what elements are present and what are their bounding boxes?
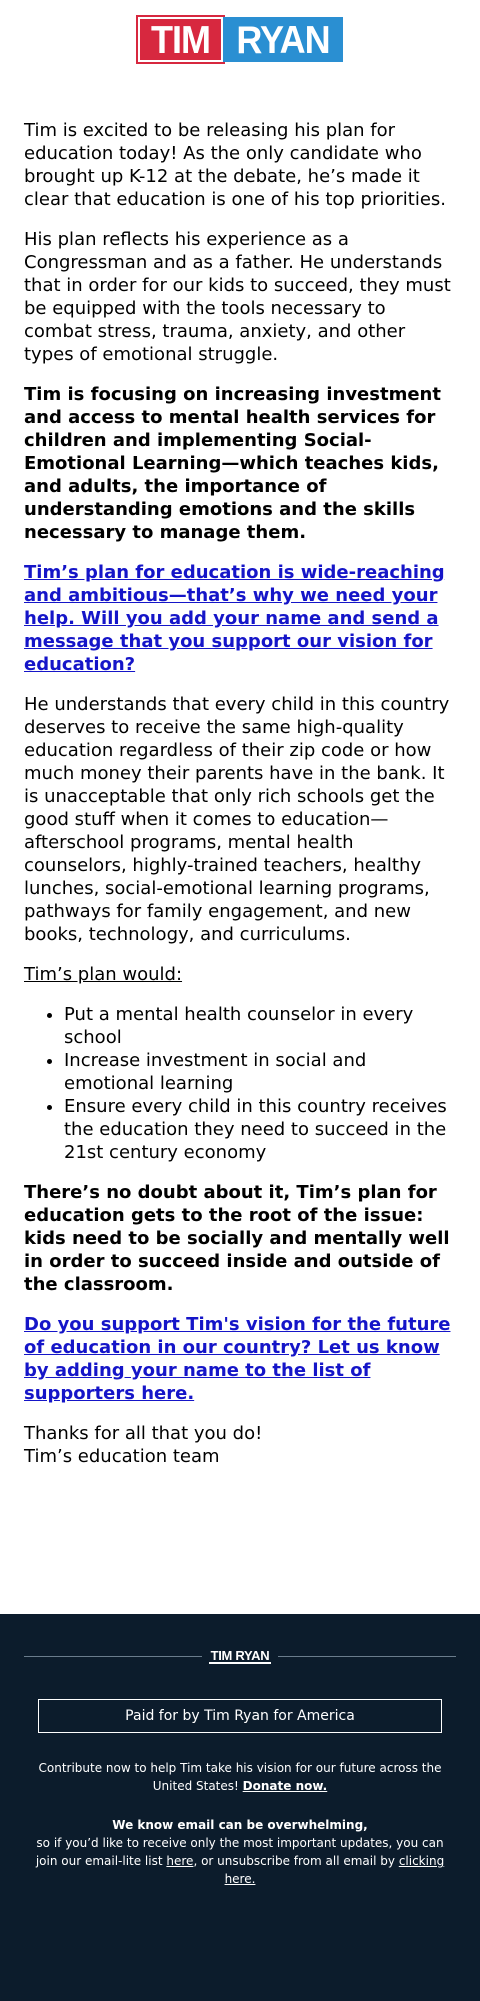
contribute-text: Contribute now to help Tim take his vision for our future across the United States! (38, 1761, 442, 1793)
logo-first-text: TIM (151, 16, 210, 62)
plan-item: • Put a mental health counselor in every school (64, 1003, 456, 1049)
logo-last-name (223, 17, 343, 62)
focus-paragraph: Tim is focusing on increasing investment and access to mental health services for children and implementing Social-Emotional Learning—which teaches kids, and adults, the importance of understanding emotions and the skills necessary to manage them. (24, 384, 441, 543)
email-content (24, 119, 456, 1485)
logo-first-name (138, 17, 223, 62)
paid-for-text: Paid for by Tim Ryan for America (125, 1708, 355, 1724)
paid-for-box (38, 1699, 442, 1733)
footer-logo (209, 1648, 271, 1664)
unsubscribe-link[interactable]: clicking here. (224, 1854, 445, 1886)
footer-logo-text: TIM RYAN (210, 1647, 270, 1663)
signoff-thanks: Thanks for all that you do! (24, 1423, 263, 1444)
conclusion-paragraph: There’s no doubt about it, Tim’s plan for education gets to the root of the issue: kids need to be socially and mentally well in order to succeed inside and outside of the classroom. (24, 1182, 450, 1295)
equity-paragraph: He understands that every child in this country deserves to receive the same high-quality education regardless of their zip code or how much money their parents have in the bank. It is unacceptable that only rich schools get the good stuff when it comes to education—afterschool programs, mental health counselors, highly-trained teachers, healthy lunches, social-emotional learning programs, pathways for family engagement, and new books, technology, and curriculums. (24, 694, 450, 945)
email-note-text-1: so if you’d like to receive only the most important updates, you can join our email-lite list (35, 1836, 444, 1868)
plan-item: • Increase investment in social and emotional learning (64, 1049, 456, 1095)
tim-ryan-logo (138, 17, 343, 62)
supporters-link[interactable]: Do you support Tim's vision for the future of education in our country? Let us know by adding your name to the list of supporters here. (24, 1314, 451, 1404)
email-lite-link[interactable]: here (166, 1854, 194, 1868)
plan-list (64, 1003, 456, 1164)
plan-heading: Tim’s plan would: (24, 964, 183, 985)
email-note-heading: We know email can be overwhelming, (112, 1818, 368, 1832)
cta-paragraph-1 (24, 561, 456, 676)
footer-divider-left (24, 1656, 202, 1657)
intro-paragraph: Tim is excited to be releasing his plan for education today! As the only candidate who brought up K-12 at the debate, he’s made it clear that education is one of his top priorities. (24, 120, 447, 210)
contribute-note (30, 1759, 450, 1795)
donate-link[interactable]: Donate now. (242, 1779, 328, 1793)
signoff (24, 1422, 456, 1468)
email-preferences-note (30, 1816, 450, 1888)
email-note-text-2: , or unsubscribe from all email by (193, 1854, 395, 1868)
plan-item: • Ensure every child in this country receives the education they need to succeed in the 21st century economy (64, 1095, 456, 1164)
plan-paragraph: His plan reflects his experience as a Congressman and as a father. He understands that in order for our kids to succeed, they must be equipped with the tools necessary to combat stress, trauma, anxiety, and other types of emotional struggle. (24, 229, 451, 365)
footer-divider-right (278, 1656, 456, 1657)
add-name-link[interactable]: Tim’s plan for education is wide-reaching and ambitious—that’s why we need your help. Will you add your name and send a message that you support our vision for education? (24, 562, 445, 675)
footer (0, 1614, 480, 2001)
signoff-team: Tim’s education team (24, 1446, 220, 1467)
logo-last-text: RYAN (236, 16, 330, 62)
cta-paragraph-2 (24, 1313, 456, 1405)
